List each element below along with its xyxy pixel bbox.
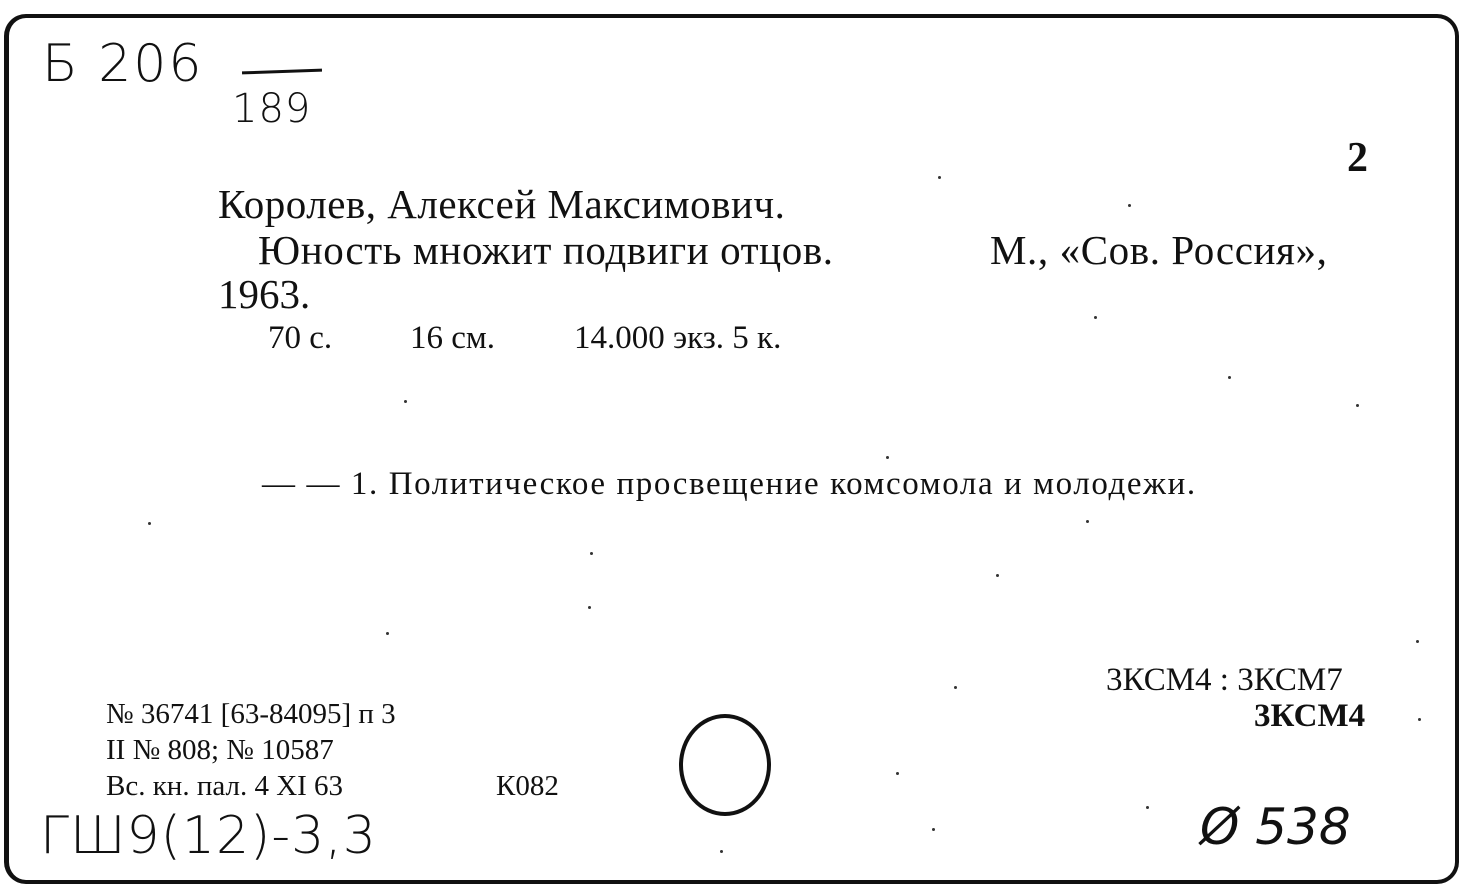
scan-speck: [896, 772, 899, 775]
scan-speck: [1228, 376, 1231, 379]
scan-speck: [932, 828, 935, 831]
inventory-number: Ø 538: [1200, 798, 1351, 856]
footer-line-1: № 36741 [63-84095] п 3: [106, 698, 396, 730]
scan-speck: [938, 176, 941, 179]
scan-speck: [590, 552, 593, 555]
scan-speck: [148, 522, 151, 525]
scan-speck: [588, 606, 591, 609]
shelf-mark-top: Б 206: [42, 34, 204, 94]
scan-speck: [954, 686, 957, 689]
scan-speck: [1128, 204, 1131, 207]
book-size: 16 см.: [410, 320, 496, 356]
footer-code: К082: [496, 770, 559, 802]
imprint: М., «Сов. Россия»,: [990, 227, 1328, 273]
scan-speck: [386, 632, 389, 635]
scan-speck: [1416, 640, 1419, 643]
author-heading: Королев, Алексей Максимович.: [218, 181, 786, 227]
card-number: 2: [1347, 135, 1368, 181]
book-title: Юность множит подвиги отцов.: [258, 227, 834, 273]
scan-speck: [1146, 806, 1149, 809]
footer-line-2: II № 808; № 10587: [106, 734, 334, 766]
scan-speck: [1094, 316, 1097, 319]
classification-line-2: 3КСМ4: [1254, 698, 1366, 734]
circle-stamp: [679, 714, 771, 816]
publication-year: 1963.: [218, 271, 311, 317]
page-count: 70 с.: [268, 320, 333, 356]
scan-speck: [996, 574, 999, 577]
handwritten-location-code: ГШ9(12)-3,3: [40, 806, 377, 866]
scan-speck: [886, 456, 889, 459]
footer-line-3: Вс. кн. пал. 4 XI 63: [106, 770, 344, 802]
scan-speck: [1086, 520, 1089, 523]
scan-speck: [1356, 404, 1359, 407]
scan-speck: [720, 850, 723, 853]
subject-entry: — — 1. Политическое просвещение комсомола и молодежи.: [262, 466, 1197, 502]
scan-speck: [1418, 718, 1421, 721]
copies-and-price: 14.000 экз. 5 к.: [574, 320, 782, 356]
classification-line-1: 3КСМ4 : 3КСМ7: [1106, 662, 1343, 698]
scan-speck: [404, 400, 407, 403]
shelf-mark-bottom: 189: [232, 86, 312, 132]
